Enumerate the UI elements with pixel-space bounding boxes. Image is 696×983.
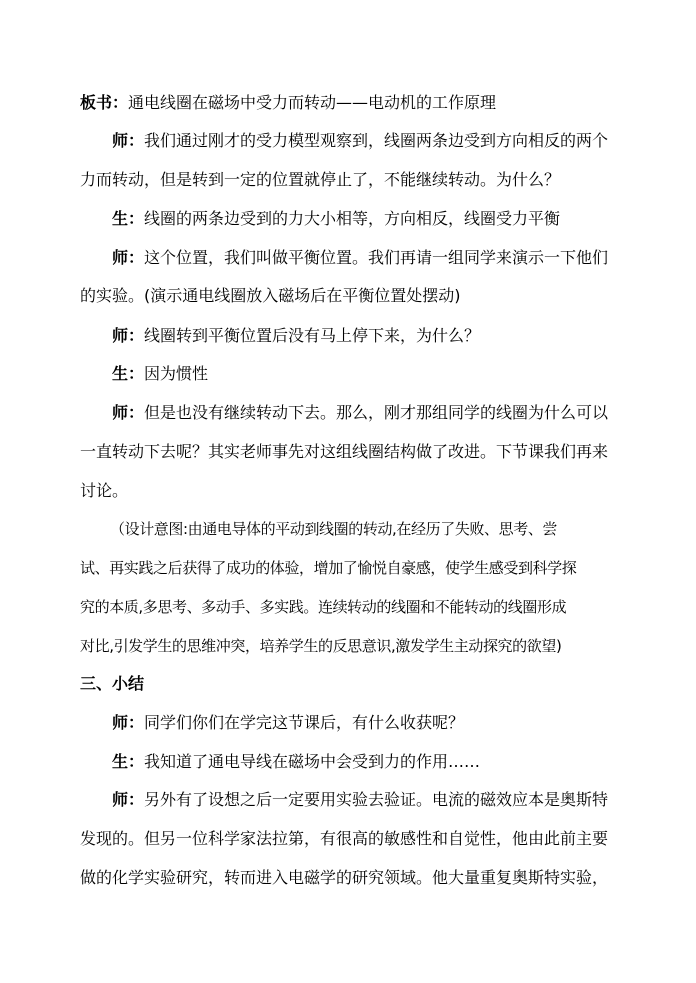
paragraph-line — [112, 713, 652, 733]
paragraph-line — [112, 131, 652, 151]
design-intent-line: 究的本质,多思考、多动手、多实践。连续转动的线圈和不能转动的线圈形成 — [80, 598, 567, 616]
paragraph-text: 线圈的两条边受到的力大小相等，方向相反，线圈受力平衡 — [144, 209, 561, 228]
paragraph-line — [112, 248, 652, 268]
speaker-label: 生： — [112, 752, 145, 771]
board-line — [80, 93, 620, 113]
section-heading: 三、小结 — [80, 674, 145, 693]
paragraph-line: 一直转动下去呢？其实老师事先对这组线圈结构做了改进。下节课我们再来 — [80, 442, 609, 461]
paragraph-text: 我知道了通电导线在磁场中会受到力的作用…… — [144, 752, 481, 771]
speaker-label: 师： — [112, 248, 145, 267]
paragraph-line — [112, 790, 652, 810]
paragraph-text: 这个位置，我们叫做平衡位置。我们再请一组同学来演示一下他们 — [144, 248, 609, 267]
paragraph-line: 做的化学实验研究，转而进入电磁学的研究领域。他大量重复奥斯特实验， — [80, 868, 609, 887]
speaker-label: 师： — [112, 131, 145, 150]
design-intent-line: 试、再实践之后获得了成功的体验，增加了愉悦自豪感，使学生感受到科学探 — [80, 559, 577, 577]
speaker-label: 生： — [112, 364, 145, 383]
paragraph-line — [112, 752, 652, 772]
paragraph-line: 讨论。 — [80, 481, 129, 500]
paragraph-line: 力而转动，但是转到一定的位置就停止了，不能继续转动。为什么？ — [80, 170, 561, 189]
paragraph-text: 因为惯性 — [144, 364, 209, 383]
design-intent-line: （设计意图:由通电导体的平动到线圈的转动,在经历了失败、思考、尝 — [110, 520, 558, 538]
paragraph-line — [112, 403, 652, 423]
paragraph-text: 但是也没有继续转动下去。那么，刚才那组同学的线圈为什么可以 — [144, 403, 609, 422]
paragraph-text: 同学们你们在学完这节课后，有什么收获呢？ — [144, 713, 465, 732]
speaker-label: 师： — [112, 403, 145, 422]
paragraph-line: 的实验。(演示通电线圈放入磁场后在平衡位置处摆动) — [80, 286, 461, 305]
speaker-label: 生： — [112, 209, 145, 228]
paragraph-line — [112, 209, 652, 229]
paragraph-line: 发现的。但另一位科学家法拉第，有很高的敏感性和自觉性，他由此前主要 — [80, 829, 609, 848]
speaker-label: 师： — [112, 790, 145, 809]
speaker-label: 师： — [112, 713, 145, 732]
paragraph-line — [112, 364, 652, 384]
board-label: 板书： — [80, 93, 129, 112]
speaker-label: 师： — [112, 326, 145, 345]
paragraph-line — [112, 326, 652, 346]
paragraph-text: 线圈转到平衡位置后没有马上停下来，为什么？ — [144, 326, 481, 345]
paragraph-text: 我们通过刚才的受力模型观察到，线圈两条边受到方向相反的两个 — [144, 131, 609, 150]
paragraph-text: 另外有了设想之后一定要用实验去验证。电流的磁效应本是奥斯特 — [144, 790, 609, 809]
design-intent-line: 对比,引发学生的思维冲突，培养学生的反思意识,激发学生主动探究的欲望) — [80, 637, 562, 655]
board-text: 通电线圈在磁场中受力而转动——电动机的工作原理 — [128, 93, 497, 112]
